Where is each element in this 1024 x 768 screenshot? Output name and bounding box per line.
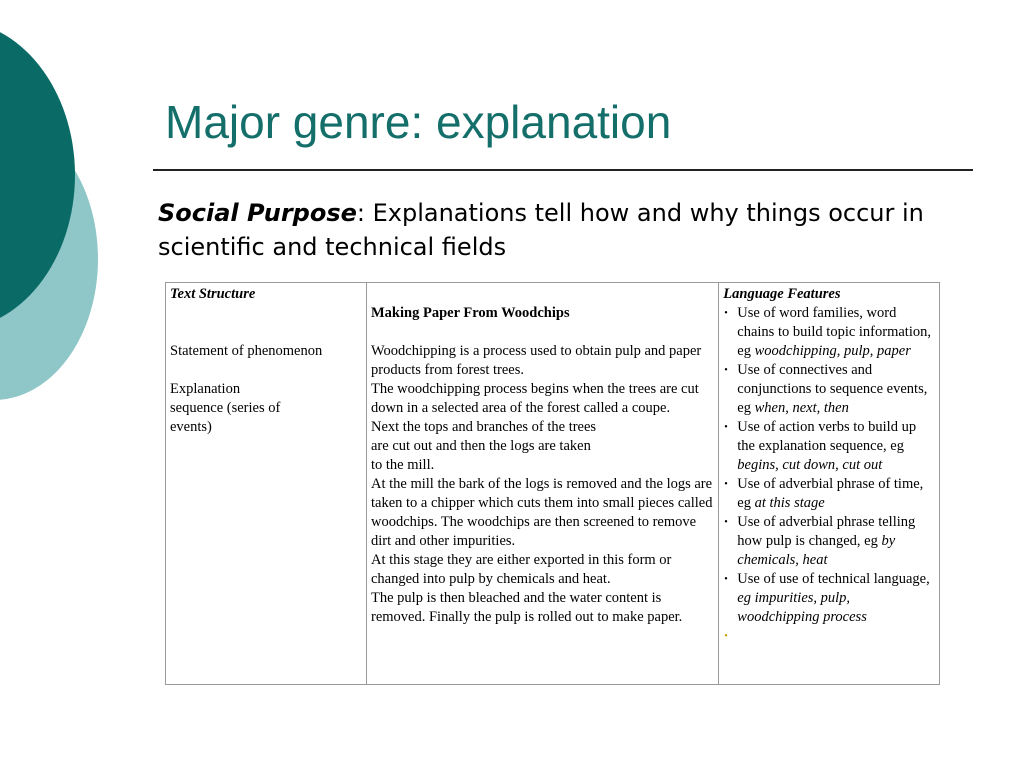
social-purpose-label: Social Purpose <box>158 199 357 227</box>
example-paragraph-6: The pulp is then bleached and the water content is removed. Finally the pulp is rolled out to make paper. <box>371 590 683 625</box>
stage-explanation-line-1: Explanation <box>170 381 241 397</box>
title-divider <box>153 169 973 171</box>
language-feature-item: • Use of use of technical language, eg impurities, pulp, woodchipping process <box>737 570 935 627</box>
language-feature-item: • Use of action verbs to build up the explanation sequence, eg begins, cut down, cut out <box>737 418 935 475</box>
empty-bullet <box>737 627 935 646</box>
slide-title: Major genre: explanation <box>165 96 672 148</box>
text-structure-cell <box>166 283 367 685</box>
stage-explanation-line-2: sequence (series of <box>170 400 281 416</box>
stage-statement-of-phenomenon: Statement of phenomenon <box>170 343 323 359</box>
example-paragraph-4: At the mill the bark of the logs is removed and the logs are taken to a chipper which cuts them into small pieces called woodchips. The woodchips are then screened to remove dirt and other impurities. <box>371 476 713 549</box>
example-paragraph-1: Woodchipping is a process used to obtain pulp and paper products from forest trees. <box>371 343 702 378</box>
example-text-cell <box>367 283 719 685</box>
language-feature-item: • Use of adverbial phrase telling how pulp is changed, eg by chemicals, heat <box>737 513 935 570</box>
example-paragraph-2: The woodchipping process begins when the trees are cut down in a selected area of the forest called a coupe. <box>371 381 699 416</box>
social-purpose-text: Explanations tell how and why things occur in scientific and technical fields <box>158 199 924 261</box>
language-features-cell <box>719 283 940 685</box>
example-heading: Making Paper From Woodchips <box>371 305 570 321</box>
example-paragraph-3-line-2: are cut out and then the logs are taken <box>371 438 591 454</box>
language-feature-item: • Use of connectives and conjunctions to sequence events, eg when, next, then <box>737 361 935 418</box>
example-paragraph-5: At this stage they are either exported in this form or changed into pulp by chemicals and heat. <box>371 552 672 587</box>
social-purpose-statement <box>158 196 973 264</box>
genre-table <box>165 282 940 685</box>
stage-explanation-line-3: events) <box>170 419 212 435</box>
language-features-header: Language Features <box>723 286 841 302</box>
example-paragraph-3-line-1: Next the tops and branches of the trees <box>371 419 597 435</box>
text-structure-header: Text Structure <box>170 286 256 302</box>
example-paragraph-3-line-3: to the mill. <box>371 457 435 473</box>
social-purpose-colon: : <box>356 199 365 227</box>
language-feature-item: • Use of word families, word chains to build topic information, eg woodchipping, pulp, paper <box>737 304 935 361</box>
language-feature-item: • Use of adverbial phrase of time, eg at this stage <box>737 475 935 513</box>
language-features-list <box>723 304 935 646</box>
